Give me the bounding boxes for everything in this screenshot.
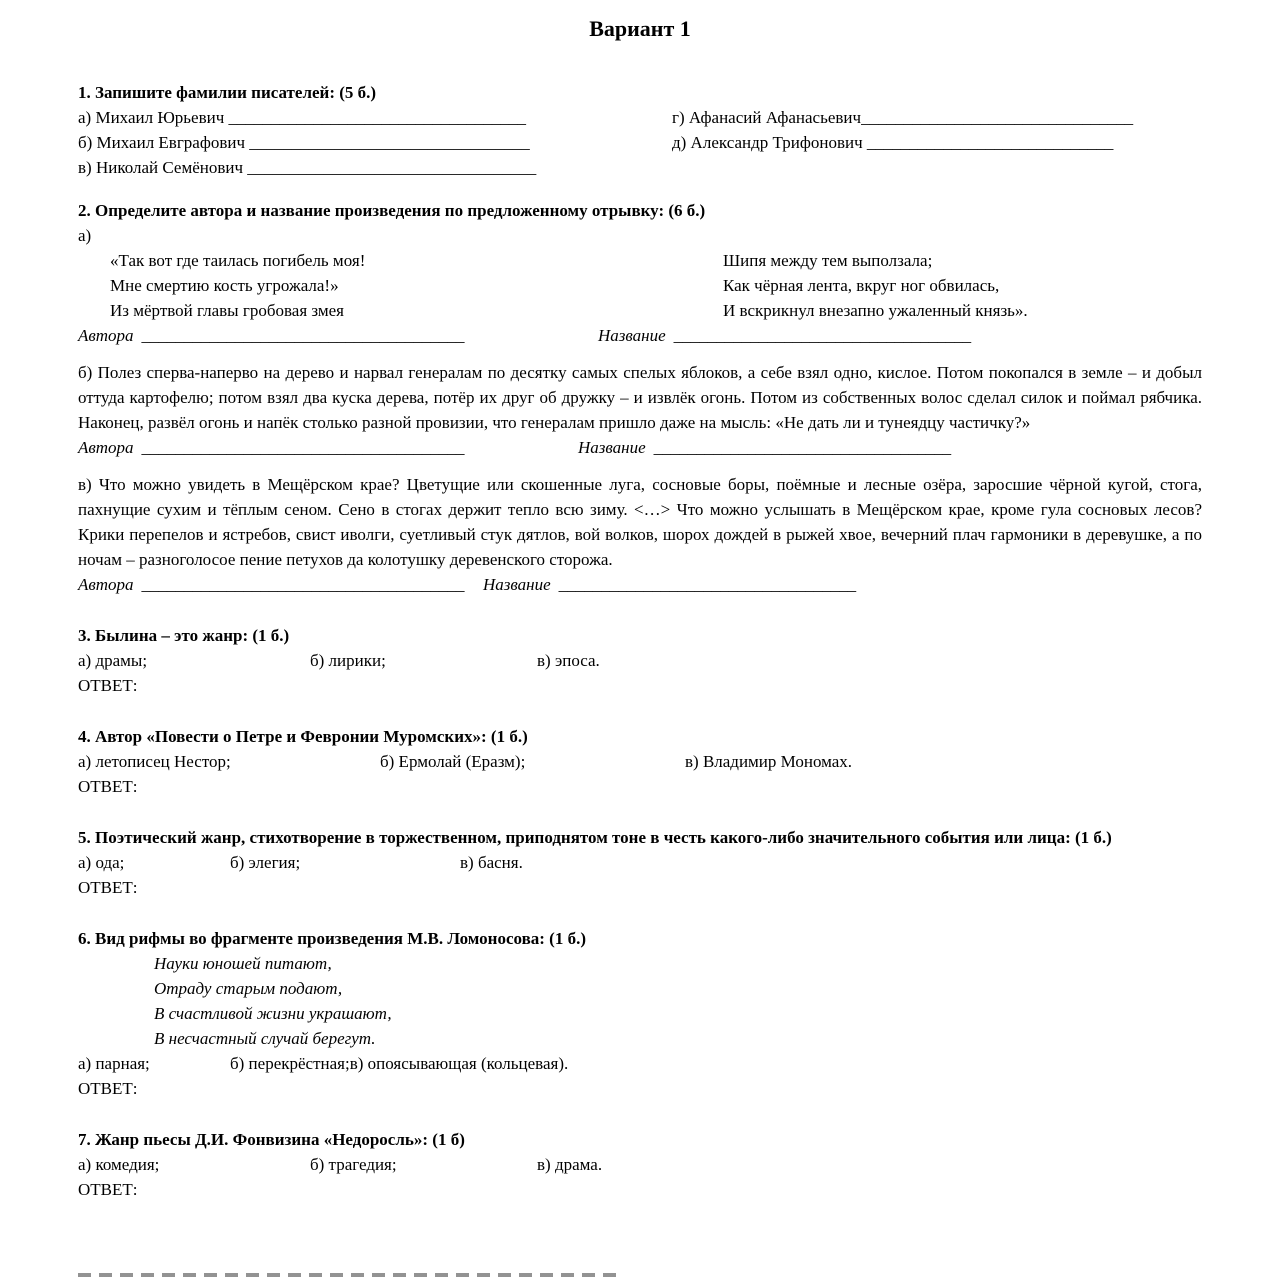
q6-verse-line-3: В счастливой жизни украшают, [154,1004,392,1023]
question-1 [78,80,1202,180]
question-5 [78,825,1202,900]
q2-quote [78,248,1202,323]
q6-verse-line-4: В несчастный случай берегут. [154,1029,376,1048]
q2a-author-title-row [78,323,1202,348]
q4-option-b: б) Ермолай (Еразм); [380,752,526,771]
question-2-heading: 2. Определите автора и название произведения по предложенному отрывку: (6 б.) [78,201,706,220]
q4-option-v: в) Владимир Мономах. [685,752,853,771]
q7-option-a: а) комедия; [78,1155,160,1174]
q6-verse-line-1: Науки юношей питают, [154,954,332,973]
q3-option-a: а) драмы; [78,651,148,670]
q7-option-v: в) драма. [537,1155,603,1174]
q5-options [78,850,1202,875]
question-4-heading: 4. Автор «Повести о Петре и Февронии Муромских»: (1 б.) [78,727,528,746]
q1-item-b [78,130,672,155]
q2a-author-group [78,323,598,348]
q2c-author-title-row [78,572,1202,597]
author-label: Автора [78,575,134,594]
q3-options [78,648,1202,673]
q2a-author-blank: ______________________________________ [141,326,465,345]
q1-item-a [78,105,672,130]
q2b-author-group [78,435,578,460]
q1-row-1 [78,105,1202,130]
title-label: Название [598,326,666,345]
quote-line: Шипя между тем выползала; [723,251,933,270]
q2a-title-blank: ___________________________________ [673,326,972,345]
q6-option-a: а) парная; [78,1054,150,1073]
clipped-next-line [78,1273,623,1277]
q1-item-b-blank: _________________________________ [249,133,530,152]
q1-item-v [78,155,672,180]
question-7-heading: 7. Жанр пьесы Д.И. Фонвизина «Недоросль»: (1 б) [78,1130,465,1149]
q1-item-b-label: б) Михаил Евграфович [78,133,246,152]
q2-part-c-text: в) Что можно увидеть в Мещёрском крае? Цветущие или скошенные луга, сосновые боры, поёмные и лесные озёра, заросшие чёрной кугой, стога, пахнущие сухим и тёплым сеном. Сено в стогах держит тепло всю зиму. <…> Что можно услышать в Мещёрском крае, кроме гула сосновых лесов? Крики перепелов и ястребов, свист иволги, суетливый стук дятлов, вой волков, шорох дождей в рыжей хвое, вечерний плач гармоники в деревушке, а по ночам – разноголосое пение петухов да колотушку деревенского сторожа. [78,475,1202,569]
q1-row-3-empty [672,155,1202,180]
q6-answer-label: ОТВЕТ: [78,1079,138,1098]
title-label: Название [578,438,646,457]
q2a-title-group [598,323,971,348]
q2c-title-group [483,572,856,597]
title-label: Название [483,575,551,594]
q7-answer-label: ОТВЕТ: [78,1180,138,1199]
q5-answer-label: ОТВЕТ: [78,878,138,897]
q5-option-b: б) элегия; [230,853,301,872]
q2c-author-group [78,572,483,597]
q4-options [78,749,1202,774]
question-3-heading: 3. Былина – это жанр: (1 б.) [78,626,290,645]
page-title: Вариант 1 [589,16,691,41]
q2-part-b-text: б) Полез сперва-наперво на дерево и нарвал генералам по десятку самых спелых яблоков, а себе взял одно, кислое. Потом покопался в земле – и добыл оттуда картофелю; потом взял два куска дерева, потёр их друг об дружку – и извлёк огонь. Потом из собственных волос сделал силок и поймал рябчика. Наконец, развёл огонь и напёк столько разной провизии, что генералам пришло даже на мысль: «Не дать ли и тунеядцу частичку?» [78,363,1202,432]
q1-item-g-label: г) Афанасий Афанасьевич [672,108,862,127]
q2c-title-blank: ___________________________________ [558,575,857,594]
q5-option-v: в) басня. [460,853,523,872]
question-3 [78,623,1202,698]
q6-option-b-v: б) перекрёстная;в) опоясывающая (кольцевая). [230,1054,569,1073]
q2b-title-group [578,435,951,460]
author-label: Автора [78,326,134,345]
question-4 [78,724,1202,799]
q1-item-d [672,130,1202,155]
q1-item-d-label: д) Александр Трифонович [672,133,863,152]
q7-options [78,1152,1202,1177]
q2b-author-blank: ______________________________________ [141,438,465,457]
q1-item-a-label: а) Михаил Юрьевич [78,108,225,127]
q4-answer-label: ОТВЕТ: [78,777,138,796]
q3-answer-label: ОТВЕТ: [78,676,138,695]
q3-option-b: б) лирики; [310,651,386,670]
question-6 [78,926,1202,1101]
quote-line: Из мёртвой главы гробовая змея [110,301,344,320]
question-7 [78,1127,1202,1202]
question-5-heading: 5. Поэтический жанр, стихотворение в торжественном, приподнятом тоне в честь какого-либо значительного события или лица: (1 б.) [78,828,1112,847]
question-1-heading: 1. Запишите фамилии писателей: (5 б.) [78,83,377,102]
q2-quote-right-column [723,248,1202,323]
q2-quote-left-column [78,248,723,323]
question-6-heading: 6. Вид рифмы во фрагменте произведения М.В. Ломоносова: (1 б.) [78,929,586,948]
q2c-author-blank: ______________________________________ [141,575,465,594]
q1-row-2 [78,130,1202,155]
q1-item-a-blank: ___________________________________ [228,108,527,127]
question-2 [78,198,1202,597]
author-label: Автора [78,438,134,457]
q2b-author-title-row [78,435,1202,460]
q2-part-a-label: а) [78,226,92,245]
quote-line: И вскрикнул внезапно ужаленный князь». [723,301,1028,320]
q3-option-v: в) эпоса. [537,651,600,670]
q4-option-a: а) летописец Нестор; [78,752,231,771]
q1-item-g [672,105,1202,130]
q1-item-d-blank: _____________________________ [866,133,1114,152]
quote-line: Мне смертию кость угрожала!» [110,276,339,295]
q7-option-b: б) трагедия; [310,1155,397,1174]
q6-options [78,1051,1202,1076]
q1-row-3 [78,155,1202,180]
q1-item-v-blank: __________________________________ [247,158,537,177]
q5-option-a: а) ода; [78,853,125,872]
q6-verse-line-2: Отраду старым подают, [154,979,343,998]
q2b-title-blank: ___________________________________ [653,438,952,457]
quote-line: «Так вот где таилась погибель моя! [110,251,366,270]
q1-item-v-label: в) Николай Семёнович [78,158,244,177]
quote-line: Как чёрная лента, вкруг ног обвилась, [723,276,1000,295]
q1-item-g-blank: ________________________________ [861,108,1134,127]
